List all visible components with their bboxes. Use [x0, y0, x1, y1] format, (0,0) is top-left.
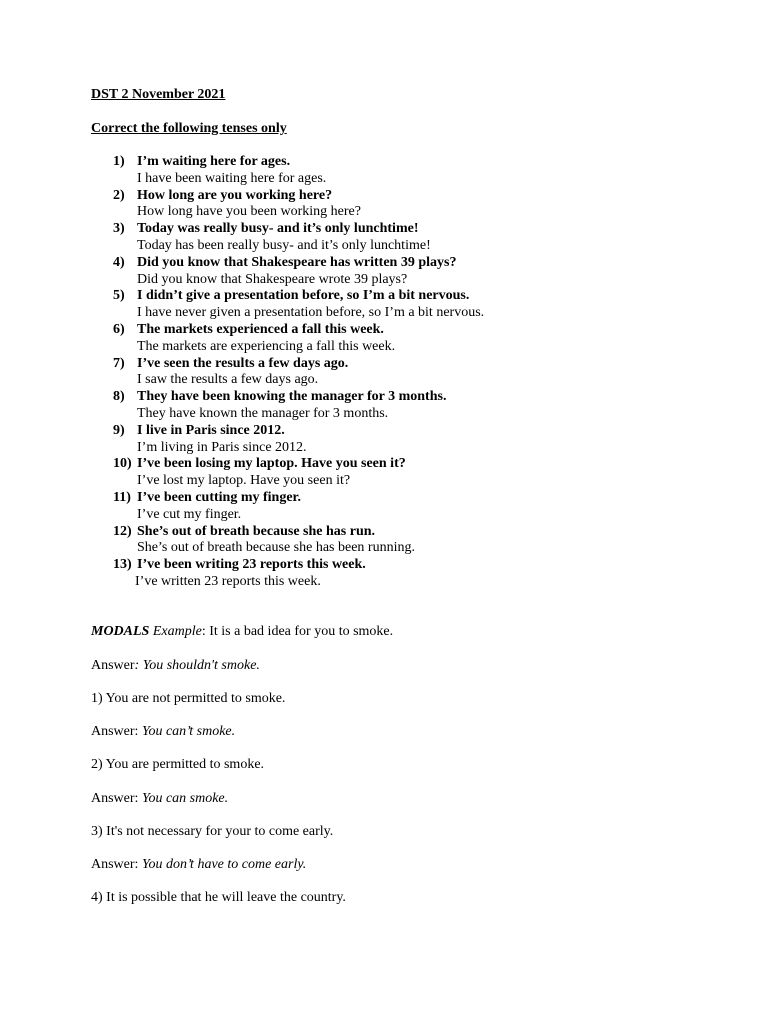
- tense-item-4: [0, 255, 484, 289]
- item-number: 8): [113, 389, 125, 405]
- tense-item-8: [0, 389, 484, 423]
- item-number: 3): [113, 221, 125, 237]
- item-answer: I have never given a presentation before, so I’m a bit nervous.: [137, 305, 485, 321]
- answer-text: You can smoke.: [141, 790, 229, 806]
- modal-answer-3: [91, 857, 731, 874]
- item-number: 12): [113, 523, 132, 539]
- tense-item-7: [0, 356, 484, 390]
- tense-item-11: [0, 490, 484, 524]
- modal-answer-1: [91, 724, 731, 741]
- item-number: 5): [113, 288, 125, 304]
- item-answer: I saw the results a few days ago.: [137, 372, 319, 388]
- item-number: 11): [113, 489, 131, 505]
- item-answer: I’m living in Paris since 2012.: [137, 439, 307, 455]
- answer-label: Answer: [91, 657, 135, 673]
- answer-text: You can’t smoke.: [141, 724, 236, 740]
- answer-text: : You shouldn't smoke.: [134, 657, 260, 673]
- item-question: I’m waiting here for ages.: [137, 154, 291, 169]
- example-label: Example: [152, 624, 202, 639]
- tense-item-1: [0, 154, 484, 188]
- modal-prompt-4: 4) It is possible that he will leave the country.: [91, 890, 346, 906]
- answer-text: You don’t have to come early.: [141, 857, 307, 873]
- item-question: I’ve seen the results a few days ago.: [137, 355, 349, 371]
- item-number: 7): [113, 355, 125, 371]
- modals-section: [91, 624, 731, 924]
- answer-label: Answer:: [91, 724, 142, 740]
- item-question: Did you know that Shakespeare has written 39 plays?: [137, 254, 457, 270]
- answer-label: Answer:: [91, 857, 142, 873]
- modals-example: [91, 624, 731, 641]
- item-answer: Did you know that Shakespeare wrote 39 plays?: [137, 271, 408, 287]
- tense-item-2: [0, 188, 484, 222]
- item-number: 13): [113, 557, 132, 573]
- item-answer: They have known the manager for 3 months.: [137, 405, 389, 421]
- item-answer: The markets are experiencing a fall this week.: [137, 338, 396, 354]
- tense-item-12: [0, 524, 484, 558]
- item-number: 9): [113, 422, 125, 438]
- tense-item-5: [0, 288, 484, 322]
- modal-prompt-2: 2) You are permitted to smoke.: [91, 757, 265, 773]
- item-number: 4): [113, 254, 125, 270]
- item-question: I’ve been cutting my finger.: [137, 489, 301, 505]
- instruction-heading: Correct the following tenses only: [91, 121, 287, 136]
- item-question: Today was really busy- and it’s only lunchtime!: [137, 221, 419, 237]
- modal-prompt-1: 1) You are not permitted to smoke.: [91, 690, 286, 706]
- tense-exercise-list: [0, 154, 484, 591]
- item-answer: I’ve cut my finger.: [137, 506, 242, 522]
- item-question: They have been knowing the manager for 3 months.: [137, 389, 447, 405]
- item-answer: She’s out of breath because she has been running.: [137, 540, 415, 556]
- item-question: How long are you working here?: [137, 187, 333, 203]
- item-answer: I have been waiting here for ages.: [137, 170, 327, 186]
- item-number: 1): [113, 154, 125, 169]
- item-number: 10): [113, 456, 132, 472]
- item-answer: I’ve written 23 reports this week.: [135, 573, 321, 589]
- answer-label: Answer:: [91, 790, 142, 806]
- item-question: I’ve been writing 23 reports this week.: [137, 557, 366, 573]
- item-question: I didn’t give a presentation before, so I’m a bit nervous.: [137, 288, 470, 304]
- modal-answer-2: [91, 791, 731, 808]
- document-title: DST 2 November 2021: [91, 87, 226, 102]
- item-answer: I’ve lost my laptop. Have you seen it?: [137, 473, 351, 489]
- item-question: She’s out of breath because she has run.: [137, 523, 376, 539]
- item-question: I live in Paris since 2012.: [137, 422, 285, 438]
- item-number: 2): [113, 187, 125, 203]
- item-number: 6): [113, 321, 125, 337]
- item-question: The markets experienced a fall this week.: [137, 321, 384, 337]
- tense-item-9: [0, 423, 484, 457]
- example-answer: [91, 658, 731, 675]
- tense-item-6: [0, 322, 484, 356]
- tense-item-10: [0, 456, 484, 490]
- modal-prompt-3: 3) It's not necessary for your to come early.: [91, 823, 334, 839]
- modals-heading: MODALS: [91, 624, 150, 639]
- item-question: I’ve been losing my laptop. Have you seen it?: [137, 456, 406, 472]
- item-answer: How long have you been working here?: [137, 204, 361, 220]
- example-text: : It is a bad idea for you to smoke.: [201, 624, 394, 639]
- tense-item-3: [0, 221, 484, 255]
- item-answer: Today has been really busy- and it’s only lunchtime!: [137, 237, 431, 253]
- tense-item-13: [0, 557, 484, 591]
